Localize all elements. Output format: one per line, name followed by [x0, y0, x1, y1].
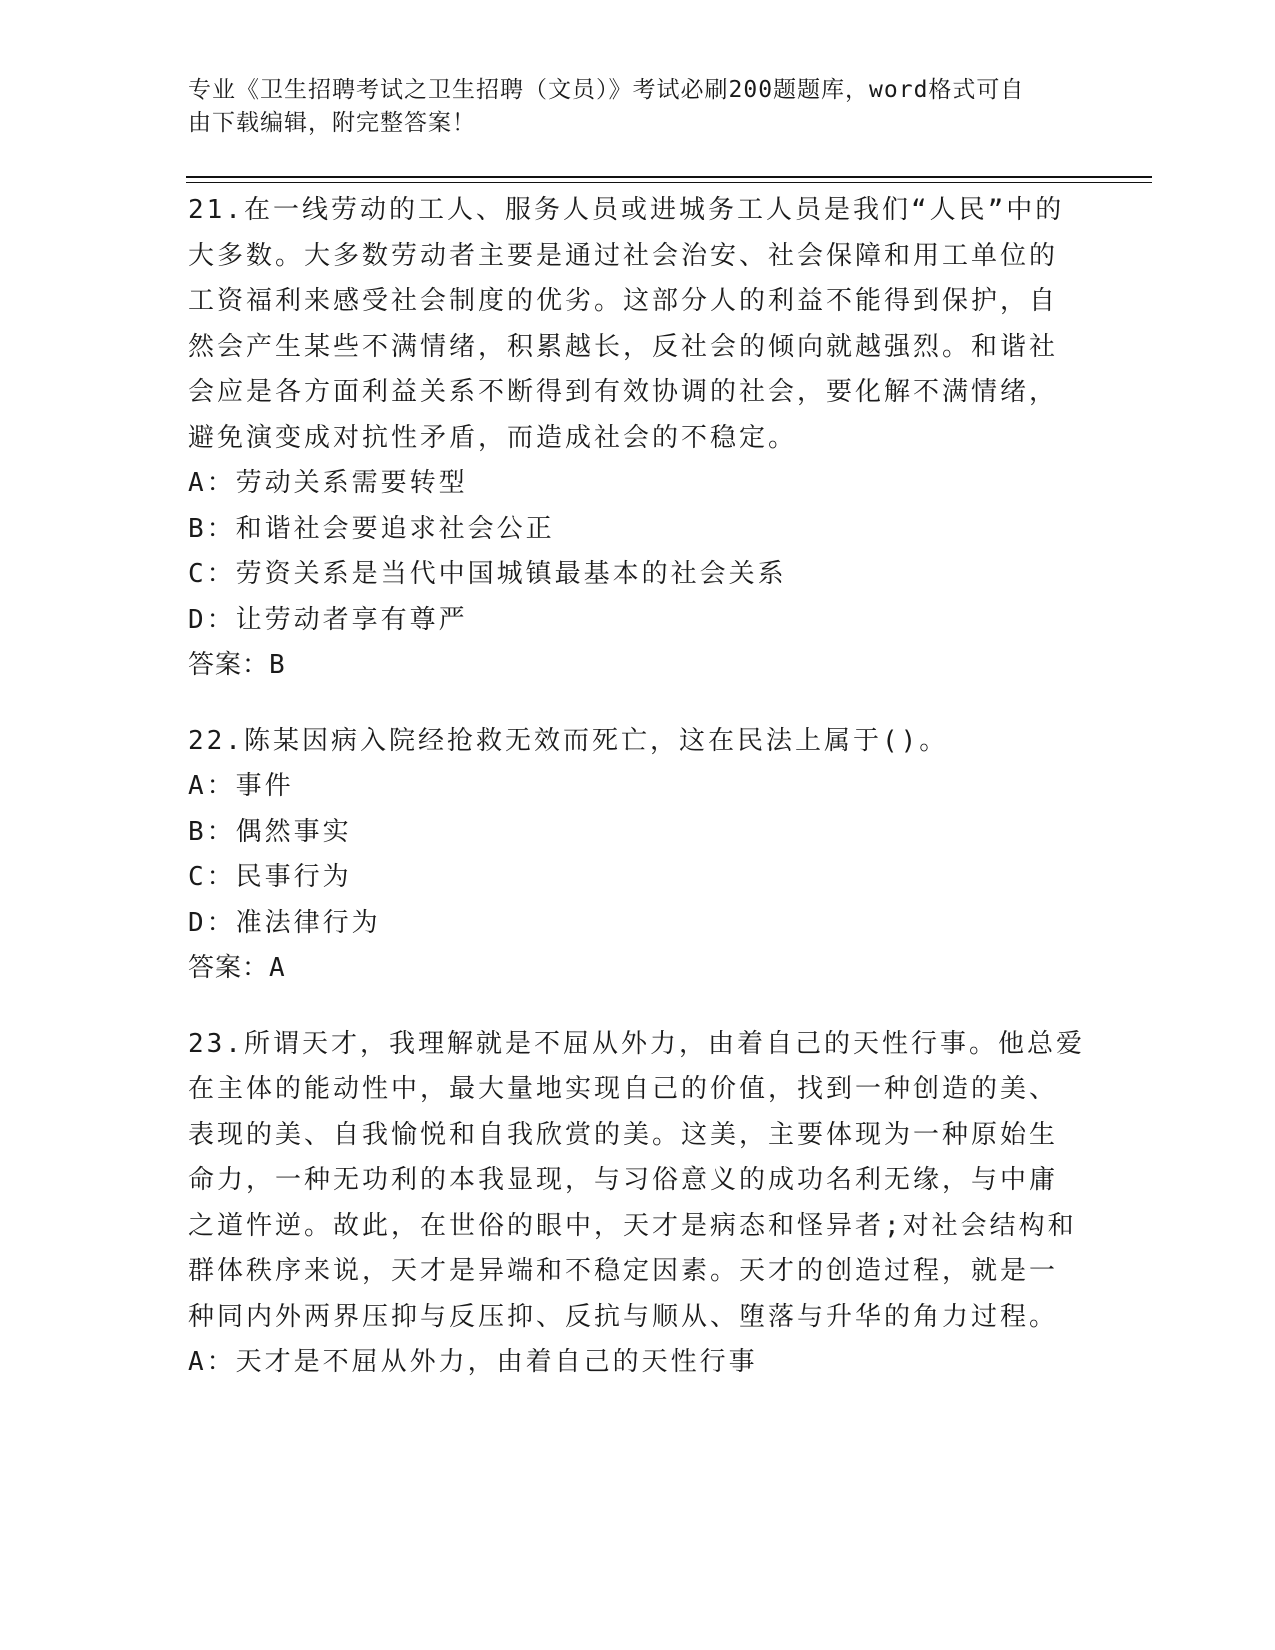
question-stem	[188, 188, 1088, 461]
stem-line: 大多数。大多数劳动者主要是通过社会治安、社会保障和用工单位的	[188, 240, 1059, 271]
document-header	[188, 74, 1068, 140]
answer-text: 答案：B	[188, 650, 286, 680]
stem-line: 在主体的能动性中，最大量地实现自己的价值，找到一种创造的美、	[188, 1074, 1059, 1104]
option-a: A：劳动关系需要转型	[188, 468, 468, 498]
question-21	[188, 188, 1088, 689]
question-stem	[188, 719, 1088, 765]
question-stem	[188, 1022, 1088, 1341]
header-divider-thick	[186, 176, 1152, 178]
header-line: 由下载编辑，附完整答案！	[188, 110, 476, 136]
header-line: 专业《卫生招聘考试之卫生招聘（文员）》考试必刷200题题库，word格式可自	[188, 77, 1025, 103]
stem-line: 命力，一种无功利的本我显现，与习俗意义的成功名利无缘，与中庸	[188, 1165, 1059, 1195]
stem-line: 23.所谓天才，我理解就是不屈从外力，由着自己的天性行事。他总爱	[188, 1028, 1085, 1059]
header-divider-thin	[186, 182, 1152, 183]
question-22	[188, 719, 1088, 992]
stem-line: 21.在一线劳动的工人、服务人员或进城务工人员是我们“人民”中的	[188, 195, 1065, 225]
option-d: D：准法律行为	[188, 907, 381, 938]
option-a: A：事件	[188, 771, 294, 801]
stem-line: 然会产生某些不满情绪，积累越长，反社会的倾向就越强烈。和谐社	[188, 331, 1059, 362]
question-23	[188, 1022, 1088, 1386]
question-list	[188, 188, 1088, 1416]
stem-line: 种同内外两界压抑与反压抑、反抗与顺从、堕落与升华的角力过程。	[188, 1301, 1059, 1332]
stem-line: 避免演变成对抗性矛盾，而造成社会的不稳定。	[188, 422, 798, 453]
stem-line: 会应是各方面利益关系不断得到有效协调的社会，要化解不满情绪，	[188, 377, 1059, 407]
stem-line: 群体秩序来说，天才是异端和不稳定因素。天才的创造过程，就是一	[188, 1256, 1059, 1286]
option-d: D：让劳动者享有尊严	[188, 604, 468, 635]
answer-text: 答案：A	[188, 953, 286, 983]
option-b: B：和谐社会要追求社会公正	[188, 513, 555, 544]
option-c: C：民事行为	[188, 862, 352, 892]
stem-line: 表现的美、自我愉悦和自我欣赏的美。这美，主要体现为一种原始生	[188, 1119, 1059, 1150]
option-c: C：劳资关系是当代中国城镇最基本的社会关系	[188, 559, 787, 589]
option-b: B：偶然事实	[188, 816, 352, 847]
option-a: A：天才是不屈从外力，由着自己的天性行事	[188, 1347, 758, 1377]
stem-line: 工资福利来感受社会制度的优劣。这部分人的利益不能得到保护，自	[188, 286, 1059, 316]
stem-line: 22.陈某因病入院经抢救无效而死亡，这在民法上属于()。	[188, 725, 949, 756]
stem-line: 之道忤逆。故此，在世俗的眼中，天才是病态和怪异者;对社会结构和	[188, 1210, 1077, 1241]
